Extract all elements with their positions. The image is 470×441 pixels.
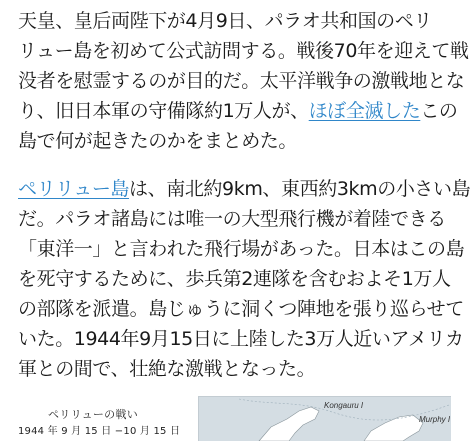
battle-map xyxy=(198,396,451,441)
annihilation-link[interactable]: ほぼ全滅した xyxy=(308,100,421,122)
text-line: 天皇、皇后両陛下が4月9日、パラオ共和国のペリ xyxy=(18,10,432,32)
text-segment: この xyxy=(420,100,458,122)
text-line: 没者を慰霊するのが目的だ。太平洋戦争の激戦地とな xyxy=(18,70,465,92)
text-line: だ。パラオ諸島には唯一の大型飛行機が着陸できる xyxy=(18,208,446,230)
text-segment: り、旧日本軍の守備隊約1万人が、 xyxy=(18,100,309,122)
text-line: の部隊を派遣。島じゅうに洞くつ陣地を張り巡らせて xyxy=(18,298,464,320)
island-shape-west xyxy=(259,407,319,441)
text-line: を死守するために、歩兵第2連隊を含むおよそ1万人 xyxy=(18,268,451,290)
intro-paragraph xyxy=(18,6,469,156)
text-line xyxy=(18,174,470,204)
figure-dates: 1944 年 9 月 15 日 −10 月 15 日 xyxy=(18,426,181,437)
figure-caption-panel xyxy=(0,385,198,440)
island-paragraph xyxy=(18,174,470,384)
battle-map-figure[interactable] xyxy=(0,385,450,440)
text-line: いた。1944年9月15日に上陸した3万人近いアメリカ xyxy=(18,328,464,350)
text-segment: は、南北約9km、東西約3kmの小さい島 xyxy=(129,178,470,200)
text-line: 島で何が起きたのかをまとめた。 xyxy=(18,130,298,152)
text-line: リュー島を初めて公式訪問する。戦後70年を迎えて戦 xyxy=(18,40,469,62)
peleliu-link[interactable]: ペリリュー島 xyxy=(18,178,130,200)
figure-title: ペリリューの戦い xyxy=(48,408,139,421)
text-line: 軍との間で、壮絶な激戦となった。 xyxy=(18,358,316,380)
map-label-murphy: Murphy I xyxy=(419,415,451,424)
map-label-kongauru: Kongauru I xyxy=(324,401,364,410)
text-line xyxy=(18,96,469,126)
text-line: 「東洋一」と言われた飛行場があった。日本はこの島 xyxy=(18,238,465,260)
